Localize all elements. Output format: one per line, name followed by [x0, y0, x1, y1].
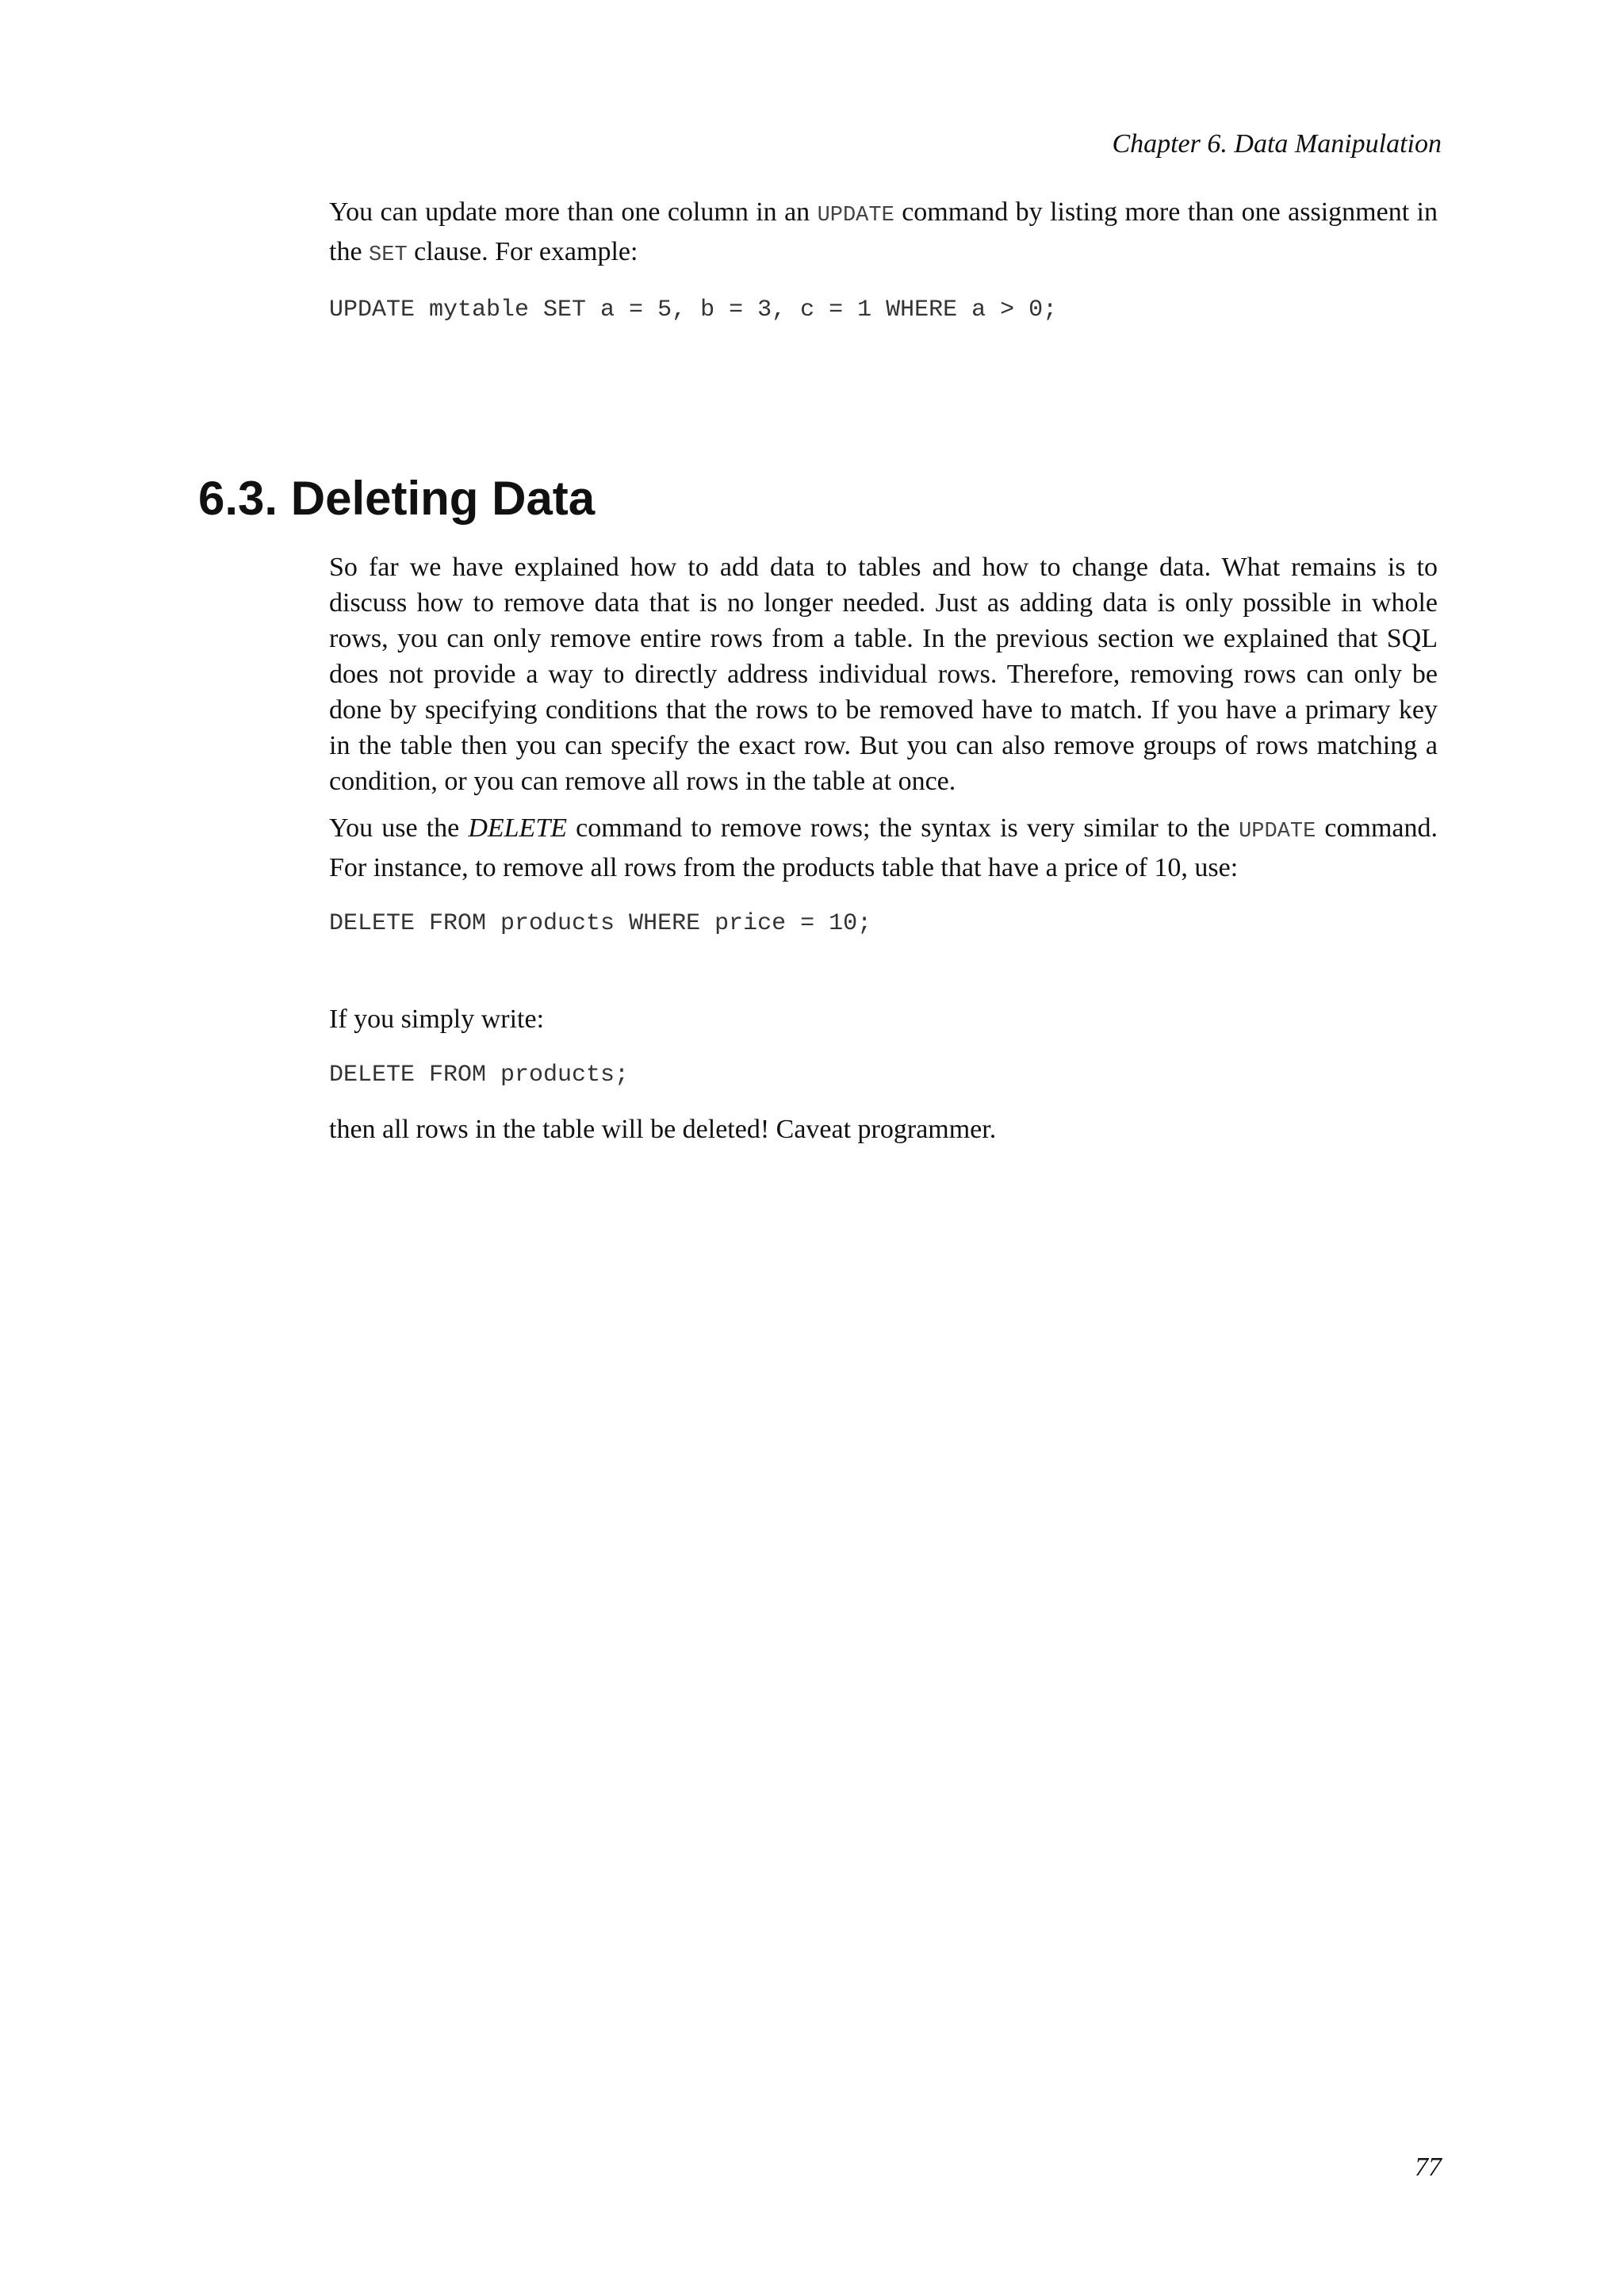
- emphasis-delete: DELETE: [468, 813, 568, 843]
- text-run: command by listing more than one assignment in the: [329, 197, 1438, 266]
- text-run: command to remove rows; the syntax is very similar to the: [567, 813, 1239, 843]
- text-run: clause. For example:: [407, 237, 638, 266]
- inline-code-update: UPDATE: [817, 204, 894, 228]
- intro-paragraph: [329, 194, 1438, 274]
- intro-block: [329, 194, 1438, 326]
- section-paragraph-2: [329, 810, 1438, 886]
- text-run: You can update more than one column in an: [329, 197, 818, 227]
- section-paragraph-4: then all rows in the table will be deleted! Caveat programmer.: [329, 1115, 997, 1144]
- section-paragraph-3: If you simply write:: [329, 1004, 545, 1034]
- code-block-delete-where: DELETE FROM products WHERE price = 10;: [329, 910, 872, 937]
- section-heading: 6.3. Deleting Data: [198, 472, 596, 525]
- inline-code-set: SET: [369, 243, 408, 267]
- running-header: Chapter 6. Data Manipulation: [1112, 129, 1442, 159]
- page-number: 77: [1415, 2152, 1442, 2182]
- section-body: [329, 549, 1438, 1147]
- inline-code-update: UPDATE: [1239, 820, 1316, 844]
- section-paragraph-1: So far we have explained how to add data to tables and how to change data. What remains is to discuss how to remove data that is no longer needed. Just as adding data is only possible in whole rows, you can only remove entire rows from a table. In the previous section we explained that SQL does not provide a way to directly address individual rows. Therefore, removing rows can only be done by specifying conditions that the rows to be removed have to match. If you have a primary key in the table then you can specify the exact row. But you can also remove groups of rows matching a condition, or you can remove all rows in the table at once.: [329, 553, 1438, 796]
- text-run: command. For instance, to remove all rows from the products table that have a price of 10, use:: [329, 813, 1438, 882]
- code-block-delete-all: DELETE FROM products;: [329, 1062, 630, 1089]
- text-run: You use the: [329, 813, 469, 843]
- code-block-update: UPDATE mytable SET a = 5, b = 3, c = 1 WHERE a > 0;: [329, 297, 1058, 323]
